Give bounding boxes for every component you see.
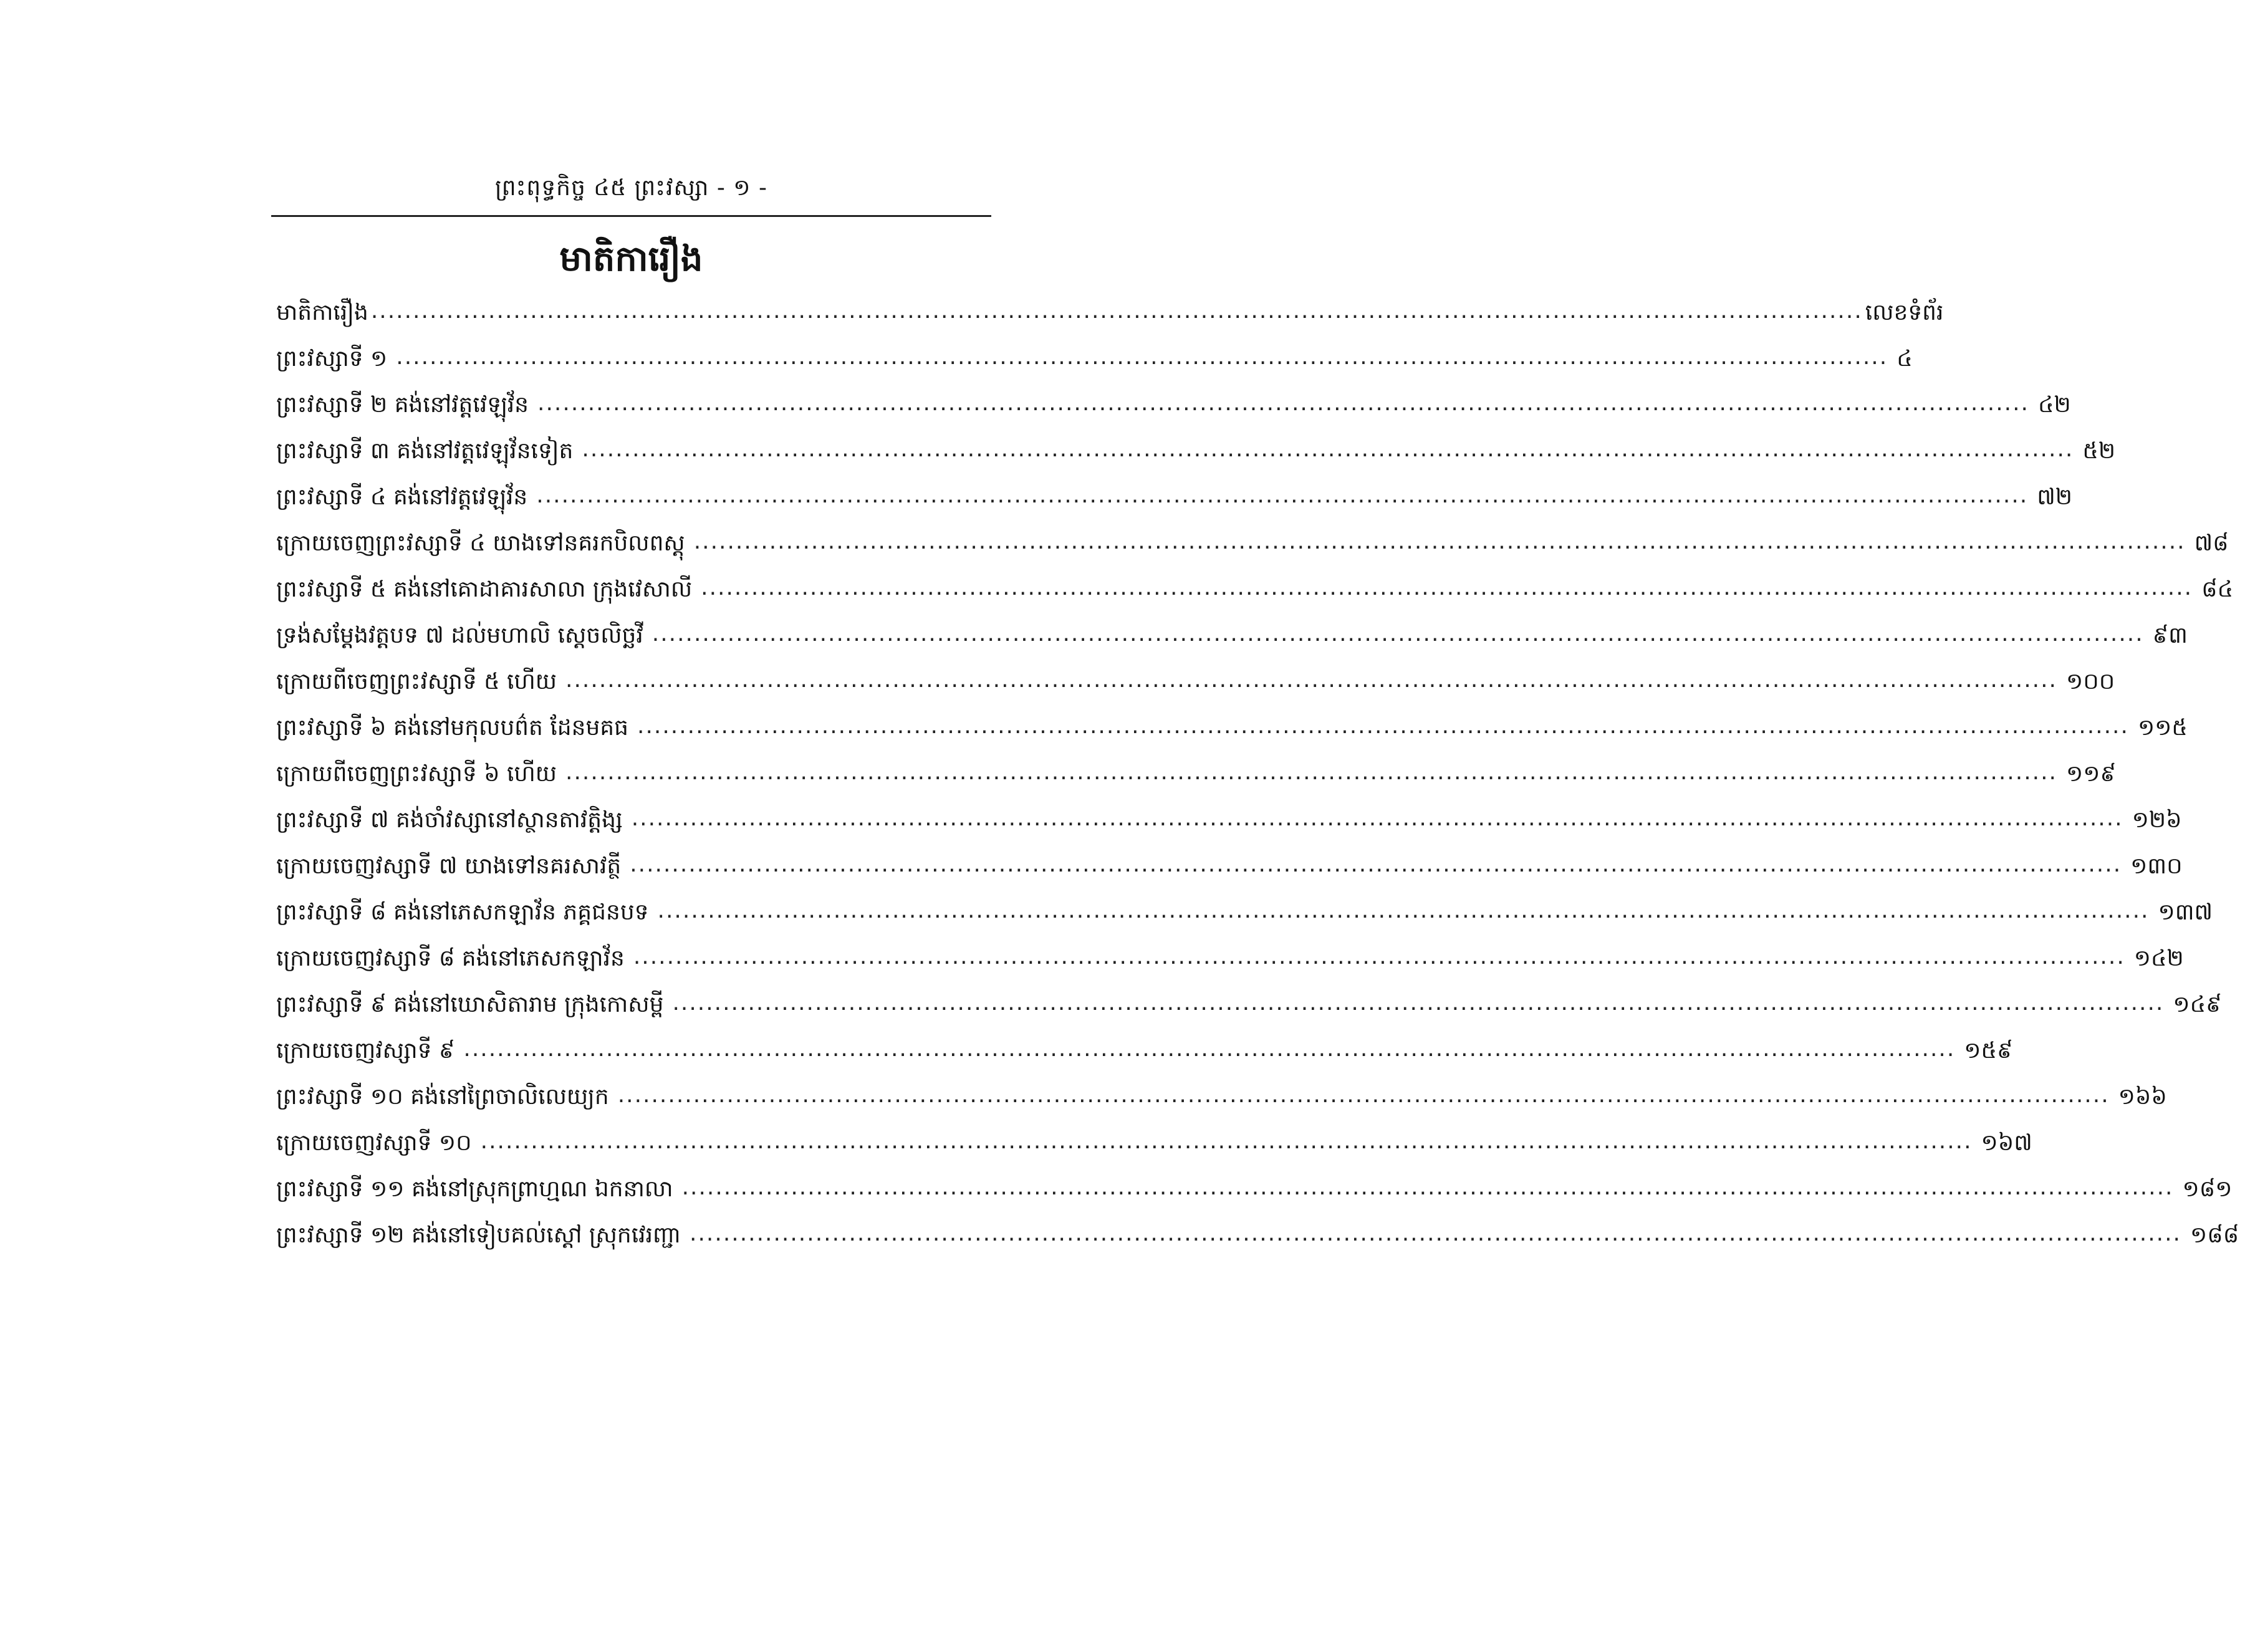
toc-entry-page: ៨៤	[2201, 577, 2234, 602]
toc-dot-leader	[658, 898, 2150, 923]
toc-dot-leader	[690, 1221, 2181, 1246]
toc-entry-label: ក្រោយពីចេញព្រះវស្សាទី ៦ ហើយ	[276, 761, 557, 787]
toc-entry-page: ៩៣	[2152, 623, 2188, 648]
toc-entry	[276, 344, 1913, 390]
toc-entry-label: ព្រះវស្សាទី ១១ គង់នៅស្រុកព្រាហ្មណ ឯកនាលា	[276, 1176, 673, 1202]
toc-entry	[276, 852, 2183, 898]
toc-dot-leader	[371, 298, 1863, 331]
toc-dot-leader	[630, 852, 2122, 877]
toc-entry	[276, 1221, 2239, 1267]
toc-dot-leader	[481, 1128, 1973, 1154]
toc-dot-leader	[633, 944, 2125, 969]
toc-entry	[276, 944, 2184, 990]
toc-entry-label: ព្រះវស្សាទី ៣ គង់នៅវត្តវេឡុវ័នទៀត	[276, 438, 574, 464]
toc-dot-leader	[701, 575, 2193, 600]
toc-entry-page: ១១៥	[2137, 715, 2188, 741]
toc-dot-leader	[565, 759, 2057, 785]
toc-entry-label: ព្រះវស្សាទី ៨ គង់នៅភេសកឡាវ័ន ភគ្គជនបទ	[276, 900, 649, 925]
toc-dot-leader	[652, 621, 2144, 646]
toc-dot-leader	[537, 390, 2029, 416]
toc-header-left: មាតិការឿង	[276, 300, 368, 325]
toc-entry-page: ១៥៩	[1964, 1038, 2013, 1064]
toc-entry	[276, 1036, 2013, 1082]
toc-dot-leader	[694, 529, 2186, 554]
toc-entry-page: ៧២	[2037, 484, 2072, 510]
toc-entry	[276, 1128, 2032, 1174]
toc-dot-leader	[536, 483, 2028, 508]
toc-dot-leader	[637, 713, 2129, 739]
toc-entry-label: ក្រោយចេញព្រះវស្សាទី ៤ យាងទៅនគរកបិលពស្ដុ	[276, 531, 685, 556]
toc-entry	[276, 529, 2229, 575]
toc-entry-page: ១៣៧	[2158, 900, 2213, 925]
toc-entry-page: ១៤៩	[2173, 992, 2222, 1017]
toc-entry-label: ក្រោយចេញវស្សាទី ៨ គង់នៅភេសកឡាវ័ន	[276, 946, 625, 971]
toc-entry	[276, 436, 2116, 483]
toc-entry	[276, 805, 2182, 852]
toc-entry-page: ១៤២	[2133, 946, 2184, 971]
toc-entry-page: ៧៨	[2194, 531, 2229, 556]
toc-dot-leader	[618, 1082, 2110, 1108]
toc-entry	[276, 759, 2116, 805]
toc-entry-label: ព្រះវស្សាទី ២ គង់នៅវត្តវេឡុវ័ន	[276, 392, 529, 418]
toc-entry-page: ៤	[1896, 346, 1913, 372]
toc-entry	[276, 575, 2234, 621]
toc-entry	[276, 621, 2188, 667]
toc-dot-leader	[682, 1174, 2174, 1200]
toc-entry-label: ក្រោយពីចេញព្រះវស្សាទី ៥ ហើយ	[276, 669, 557, 694]
toc-entry-label: ព្រះវស្សាទី ៩ គង់នៅឃោសិតារាម ក្រុងកោសម្ពី	[276, 992, 664, 1017]
toc-entry	[276, 990, 2222, 1036]
toc-entry-label: ទ្រង់សម្ដែងវត្តបទ ៧ ដល់មហាលិ ស្ដេចលិច្ឆវី	[276, 623, 643, 648]
toc-entry-page: ១៦៦	[2118, 1084, 2167, 1110]
toc-entry-label: ក្រោយចេញវស្សាទី ១០	[276, 1130, 472, 1156]
toc-entry-label: ព្រះវស្សាទី ៦ គង់នៅមកុលបព៌ត ដែនមគធ	[276, 715, 629, 741]
running-header: ព្រះពុទ្ធកិច្ច ៤៥ ព្រះវស្សា - ១ -	[495, 175, 767, 201]
toc-dot-leader	[632, 805, 2123, 831]
toc-entry-page: ១៨៨	[2190, 1222, 2239, 1248]
toc-dot-leader	[463, 1036, 1955, 1062]
toc-entry	[276, 483, 2072, 529]
toc-dot-leader	[396, 344, 1888, 370]
toc-entry-page: ១០០	[2065, 669, 2115, 694]
toc-entry-label: ព្រះវស្សាទី ១២ គង់នៅទៀបគល់ស្ដៅ ស្រុកវេរញ្ជា	[276, 1222, 681, 1248]
toc-entry-page: ១៦៧	[1981, 1130, 2032, 1156]
toc-entry-page: ៤២	[2037, 392, 2071, 418]
toc-entry-label: ព្រះវស្សាទី ៤ គង់នៅវត្តវេឡុវ័ន	[276, 484, 528, 510]
toc-dot-leader	[565, 667, 2057, 693]
toc-entry-label: ព្រះវស្សាទី ៧ គង់ចាំវស្សានៅស្ថានតាវត្តិង្ស	[276, 807, 623, 833]
toc-dot-leader	[672, 990, 2164, 1016]
toc-entry-label: ព្រះវស្សាទី ៥ គង់នៅគោដាគារសាលា ក្រុងវេសាលី	[276, 577, 693, 602]
toc-entry-page: ៥២	[2082, 438, 2116, 464]
toc-entry-page: ១៣០	[2130, 853, 2183, 879]
toc-entry-label: ក្រោយចេញវស្សាទី ៧ យាងទៅនគរសាវត្ថី	[276, 853, 622, 879]
toc-header-row	[276, 298, 1944, 331]
toc-entry-label: ព្រះវស្សាទី ១	[276, 346, 388, 372]
toc-entry	[276, 1082, 2167, 1128]
toc-entry-label: ក្រោយចេញវស្សាទី ៩	[276, 1038, 455, 1064]
toc-entry-label: ព្រះវស្សាទី ១០ គង់នៅព្រៃចាលិលេយ្យក	[276, 1084, 609, 1110]
toc-dot-leader	[582, 436, 2074, 462]
toc-entry	[276, 1174, 2233, 1221]
toc-entry	[276, 713, 2188, 759]
page-title: មាតិការឿង	[559, 239, 703, 279]
toc-entry	[276, 898, 2213, 944]
toc-entry-page: ១២៦	[2132, 807, 2182, 833]
toc-header-right: លេខទំព័រ	[1865, 300, 1944, 325]
toc-list	[276, 344, 2239, 1267]
toc-entry	[276, 390, 2071, 436]
toc-entry	[276, 667, 2115, 713]
header-rule	[271, 215, 991, 217]
toc-entry-page: ១១៩	[2065, 761, 2116, 787]
toc-entry-page: ១៨១	[2182, 1176, 2233, 1202]
